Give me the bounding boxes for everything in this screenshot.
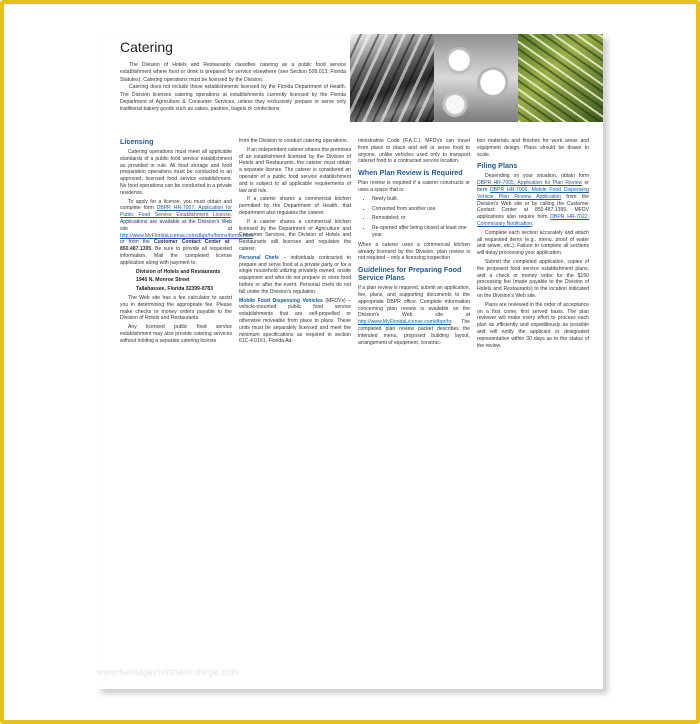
col2-paragraph-2: If an independent caterer shares the premises of an establishment licensed by the Division of Hotels and Restaurants, the caterer must obtain a separate license. The caterer is considered an operator of a public food service establishment and is subject to all applicable requirements of law and rule. [239, 146, 351, 194]
guidelines-paragraph: If a plan review is required, submit an application, fee, plans, and supporting documents to the appropriate DBPR office. Complete information concerning plan review is available on the Division's Web site at http://www.MyFloridaLicense.com/dbpr/hr. The completed plan review packet describes the intended menu, proposed building layout, arrangement of equipment, construc- [358, 285, 470, 346]
list-item: • Newly built. [372, 196, 470, 203]
list-item: • Remodeled; or [372, 215, 470, 222]
intro-paragraph-1: The Division of Hotels and Restaurants classifies catering as a public food service establishment where food or drink is prepared for service elsewhere (see Section 509.013, Florida Statutes). Catering operations must be licensed by the Division. [120, 62, 346, 83]
filing-plans-paragraph-3: Submit the completed application, copies of the proposed food service establishment plans, and a check or money order for the $150 processing fee (made payable to the Division of Hotels and Restaurants) to the location indicated on the Division's Web site. [477, 258, 589, 299]
licensing-paragraph-3: The Web site has a fee calculator to assist you in determining the appropriate fee. Please make checks or money orders payable to the Division of Hotels and Restaurants. [120, 294, 232, 322]
form-7006-link[interactable]: DBPR HR-7006, Mobile Food Dispensing Vehicle Plan Review Application [477, 186, 589, 200]
filing-plans-heading: Filing Plans [477, 161, 518, 171]
col3-paragraph-3: When a caterer uses a commercial kitchen already licensed by the Division, plan review is not required – only a licensing inspection. [358, 241, 470, 262]
licensing-heading: Licensing [120, 137, 154, 146]
intro-paragraph-2: Catering does not include those establishments licensed by the Florida Department of Health. The Division licenses catering operations at establishments currently licensed by the Florida Department of Agriculture & Consumer Services, unless they exclusively prepare or serve only traditional bakery goods such as cakes, pastries, bagels or confections. [120, 84, 346, 113]
licensing-paragraph-2: To apply for a license, you must obtain and complete form DBPR HR-7007, Application for Public Food Service Establishment License. Applications are available at the Division's Web site at http://www.MyFloridaLicense.com/dbpr/hr/forms/forms.html or from the Customer Contact Center at 850.487.1395. Be sure to provide all requested information. Mail the completed license application along with payment to: [120, 198, 253, 266]
forks-photo [518, 34, 603, 122]
list-item: • Re-opened after being closed at least one year. [372, 225, 470, 239]
col2-paragraph-4: If a caterer shares a commercial kitchen licensed by the Department of Agriculture and Consumer Services, the Division of Hotels and Restaurants still licenses and regulates the caterer. [239, 218, 351, 252]
document-page [97, 34, 603, 689]
col4-paragraph-1: tion materials and finishes for work areas and equipment design. Plans should be drawn to scale. [477, 138, 589, 158]
form-7005-link[interactable]: DBPR HR-7005, Application for Plan Review [477, 180, 583, 187]
plan-review-paragraph: Plan review is required if a caterer constructs or uses a space that is: [358, 180, 470, 193]
address-line-3: Tallahassee, Florida 32399-0783 [136, 286, 213, 293]
form-7022-link[interactable]: DBPR HR-7022, Commissary Notification [477, 214, 589, 227]
guidelines-heading: Guidelines for Preparing Food Service Plans [358, 265, 462, 283]
watermark: www.heritagechristiancollege.com [97, 667, 239, 677]
filing-plans-paragraph-4: Plans are reviewed in the order of acceptance on a first come, first served basis. The plan reviewer will make every effort to process each plan as efficiently and expeditiously as possible and will notify the applicant or designated representative within 30 days as to the status of the review. [477, 301, 589, 349]
plan-review-website-link[interactable]: http://www.MyFloridaLicense.com/dbpr/hr [358, 319, 452, 326]
plan-review-list [358, 196, 470, 239]
page-title: Catering [120, 39, 173, 55]
column-3 [358, 138, 470, 348]
filing-plans-paragraph-1: Depending on your situation, obtain form DBPR HR-7005, Application for Plan Review or form DBPR HR-7006, Mobile Food Dispensing Vehicle Plan Review Application from the Division's Web site or by calling the Customer Contact Center at 850.487.1395. MFDV applications also require form DBPR HR-7022, Commissary Notification. [477, 173, 589, 227]
forms-website-link[interactable]: http://www.MyFloridaLicense.com/dbpr/hr/forms/forms.html [120, 232, 253, 239]
contact-center-phone: Customer Contact Center at 850.487.1395 [120, 239, 230, 253]
mfdv-label: Mobile Food Dispensing Vehicles [239, 297, 323, 304]
intro-section [120, 62, 346, 114]
licensing-paragraph-4: Any licensed public food service establishment may also provide catering services without holding a separate catering license [120, 324, 232, 344]
column-2 [239, 138, 351, 347]
cutlery-photo [350, 34, 434, 122]
licensing-paragraph-1: Catering operations must meet all applicable standards of a public food service establishment as provided in rule. All food storage and food preparation operations must be conducted in an approved, licensed food service establishment. No food operations can be conducted in a private residence. [120, 149, 232, 196]
header-photo-strip [350, 34, 603, 122]
address-line-2: 1940 N. Monroe Street [136, 277, 190, 284]
personal-chefs-paragraph: Personal Chefs – individuals contracted to prepare and serve food at a private party or for a single household utilizing privately owned, onsite equipment and who do not prepare or store food before or after the event. Personal chefs do not fall under the Division's regulation. [239, 254, 352, 295]
form-7007-link[interactable]: DBPR HR-7007, Application for Public Food Service Establishment License [120, 205, 233, 219]
column-1 [120, 137, 253, 347]
col3-paragraph-1: ministrative Code (F.A.C.). MFDVs can travel from place to place and sell or serve food to anyone, unlike vehicles used only to transport catered food to a contracted service location. [358, 138, 470, 165]
plan-review-heading: When Plan Review is Required [358, 168, 463, 178]
filing-plans-paragraph-2: Complete each section accurately and attach all requested items (e.g., menu, proof of water and sewer, etc.). Failure to complete all sections will delay processing your application. [477, 229, 589, 257]
col2-paragraph-3: If a caterer shares a commercial kitchen permitted by the Department of Health, that department also regulates the caterer. [239, 196, 351, 216]
column-4 [477, 138, 589, 351]
personal-chefs-label: Personal Chefs [239, 254, 280, 261]
list-item: • Converted from another use. [372, 206, 470, 213]
mfdv-paragraph: Mobile Food Dispensing Vehicles (MFDVs) – vehicle-mounted public food service establishments that are self-propelled or otherwise moveable from place to place. These units must be separately licensed and meet the minimum specifications as required in section 61C-4.0161, Florida Ad- [239, 297, 351, 345]
address-line-1: Division of Hotels and Restaurants [136, 268, 221, 275]
col2-paragraph-1: from the Division to conduct catering operations. [239, 138, 349, 144]
dishes-photo [434, 34, 518, 122]
